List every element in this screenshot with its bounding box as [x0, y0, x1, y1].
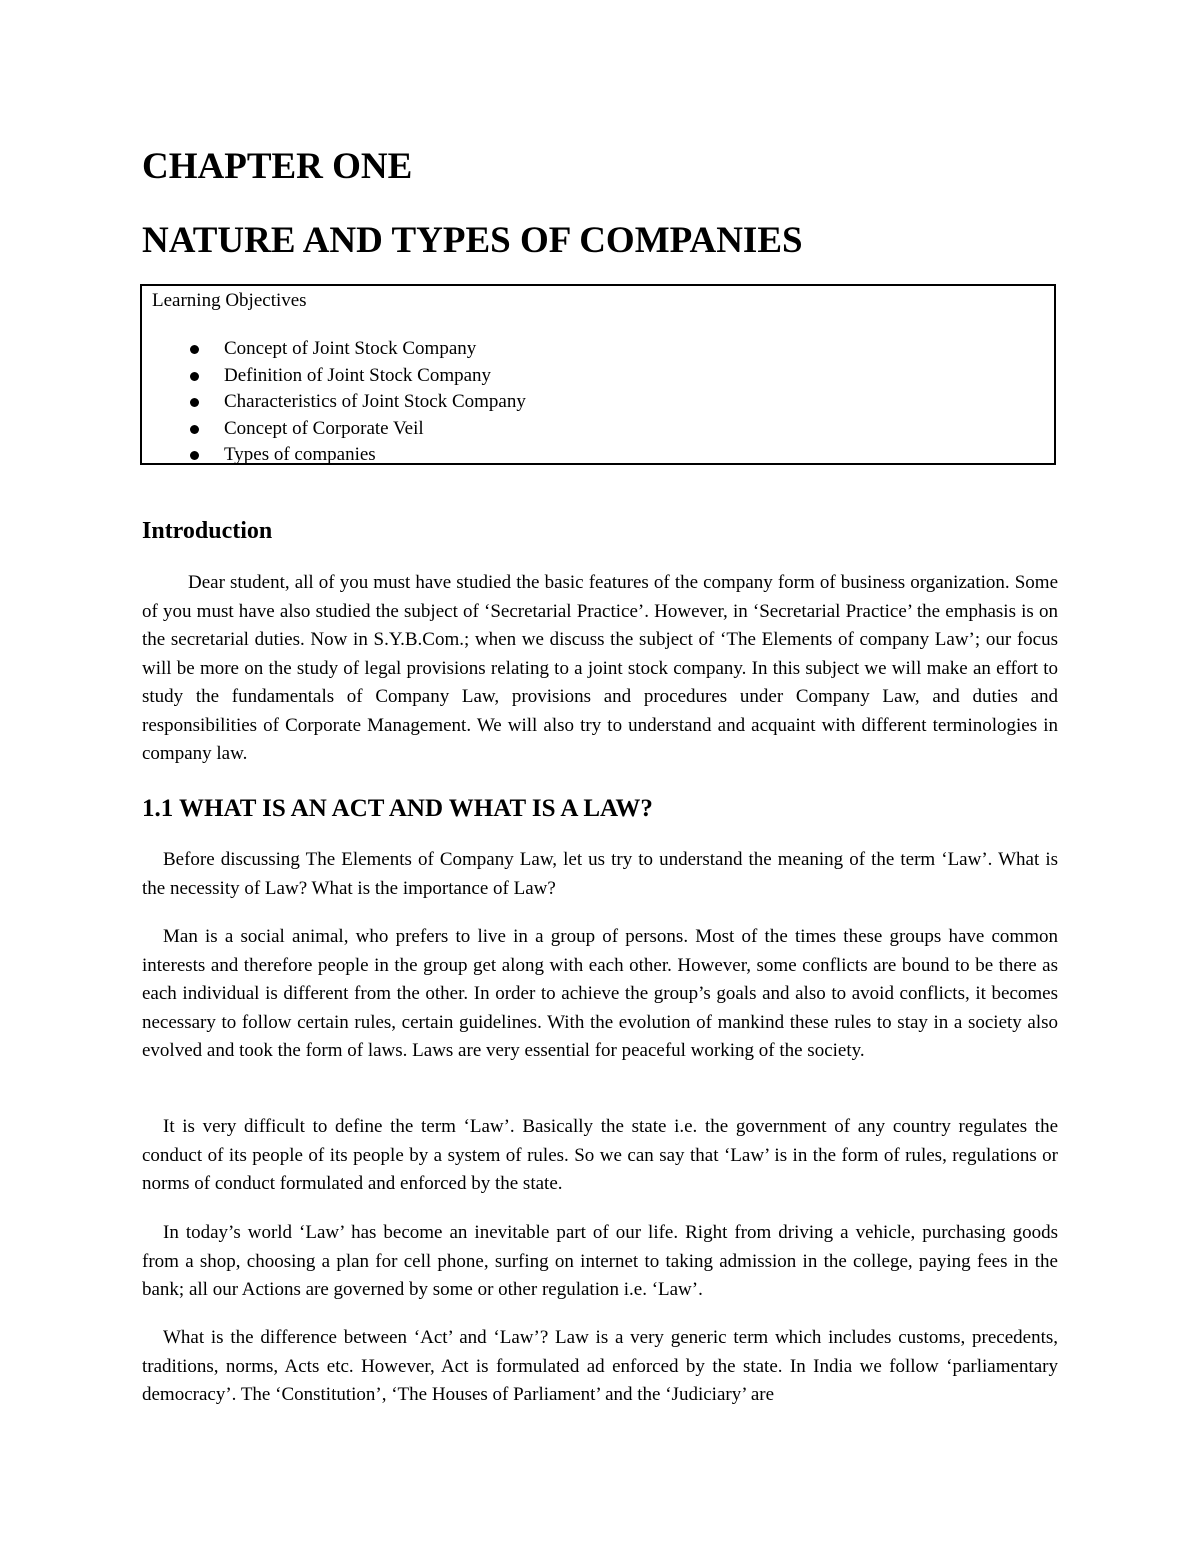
objective-item: [152, 363, 1044, 390]
section-heading-act-and-law: 1.1 WHAT IS AN ACT AND WHAT IS A LAW?: [142, 795, 653, 822]
learning-objectives-heading: Learning Objectives: [152, 290, 307, 311]
bullet-icon: [190, 451, 199, 460]
body-paragraph: Man is a social animal, who prefers to live in a group of persons. Most of the times these groups have common interests and therefore people in the group get along with each other. However, some conflicts are bound to be there as each individual is different from the other. In order to achieve the group’s goals and also to avoid conflicts, it becomes necessary to follow certain rules, certain guidelines. With the evolution of mankind these rules to stay in a society also evolved and took the form of laws. Laws are very essential for peaceful working of the society.: [142, 926, 1058, 1061]
chapter-title: CHAPTER ONE: [142, 146, 413, 187]
objective-item: [152, 336, 1044, 363]
objective-item-text: Definition of Joint Stock Company: [224, 364, 492, 386]
bullet-icon: [190, 425, 199, 434]
body-paragraph: What is the difference between ‘Act’ and ‘Law’? Law is a very generic term which includes customs, precedents, traditions, norms, Acts etc. However, Act is formulated ad enforced by the state. In India we follow ‘parliamentary democracy’. The ‘Constitution’, ‘The Houses of Parliament’ and the ‘Judiciary’ are: [142, 1327, 1058, 1405]
learning-objectives-list: [152, 336, 1044, 469]
body-paragraph: It is very difficult to define the term ‘Law’. Basically the state i.e. the government of any country regulates the conduct of its people of its people by a system of rules. So we can say that ‘Law’ is in the form of rules, regulations or norms of conduct formulated and enforced by the state.: [142, 1116, 1058, 1194]
introduction-heading: Introduction: [142, 518, 273, 544]
introduction-paragraph: Dear student, all of you must have studied the basic features of the company form of business organization. Some of you must have also studied the subject of ‘Secretarial Practice’. However, in ‘Secretarial Practice’ the emphasis is on the secretarial duties. Now in S.Y.B.Com.; when we discuss the subject of ‘The Elements of company Law’; our focus will be more on the study of legal provisions relating to a joint stock company. In this subject we will make an effort to study the fundamentals of Company Law, provisions and procedures under Company Law, and duties and responsibilities of Corporate Management. We will also try to understand and acquaint with different terminologies in company law.: [142, 572, 1058, 764]
objective-item-text: Concept of Corporate Veil: [224, 417, 424, 439]
learning-objectives-box: [140, 284, 1056, 465]
chapter-subtitle: NATURE AND TYPES OF COMPANIES: [142, 220, 803, 261]
bullet-icon: [190, 372, 199, 381]
body-paragraph: Before discussing The Elements of Company Law, let us try to understand the meaning of the term ‘Law’. What is the necessity of Law? What is the importance of Law?: [142, 849, 1058, 899]
body-paragraph: In today’s world ‘Law’ has become an inevitable part of our life. Right from driving a vehicle, purchasing goods from a shop, choosing a plan for cell phone, surfing on internet to taking admission in the college, paying fees in the bank; all our Actions are governed by some or other regulation i.e. ‘Law’.: [142, 1222, 1058, 1300]
bullet-icon: [190, 345, 199, 354]
bullet-icon: [190, 398, 199, 407]
objective-item: [152, 442, 1044, 469]
objective-item-text: Types of companies: [224, 444, 376, 465]
objective-item-text: Concept of Joint Stock Company: [224, 338, 477, 359]
objective-item: [152, 416, 1044, 443]
objective-item-text: Characteristics of Joint Stock Company: [224, 391, 526, 412]
objective-item: [152, 389, 1044, 416]
